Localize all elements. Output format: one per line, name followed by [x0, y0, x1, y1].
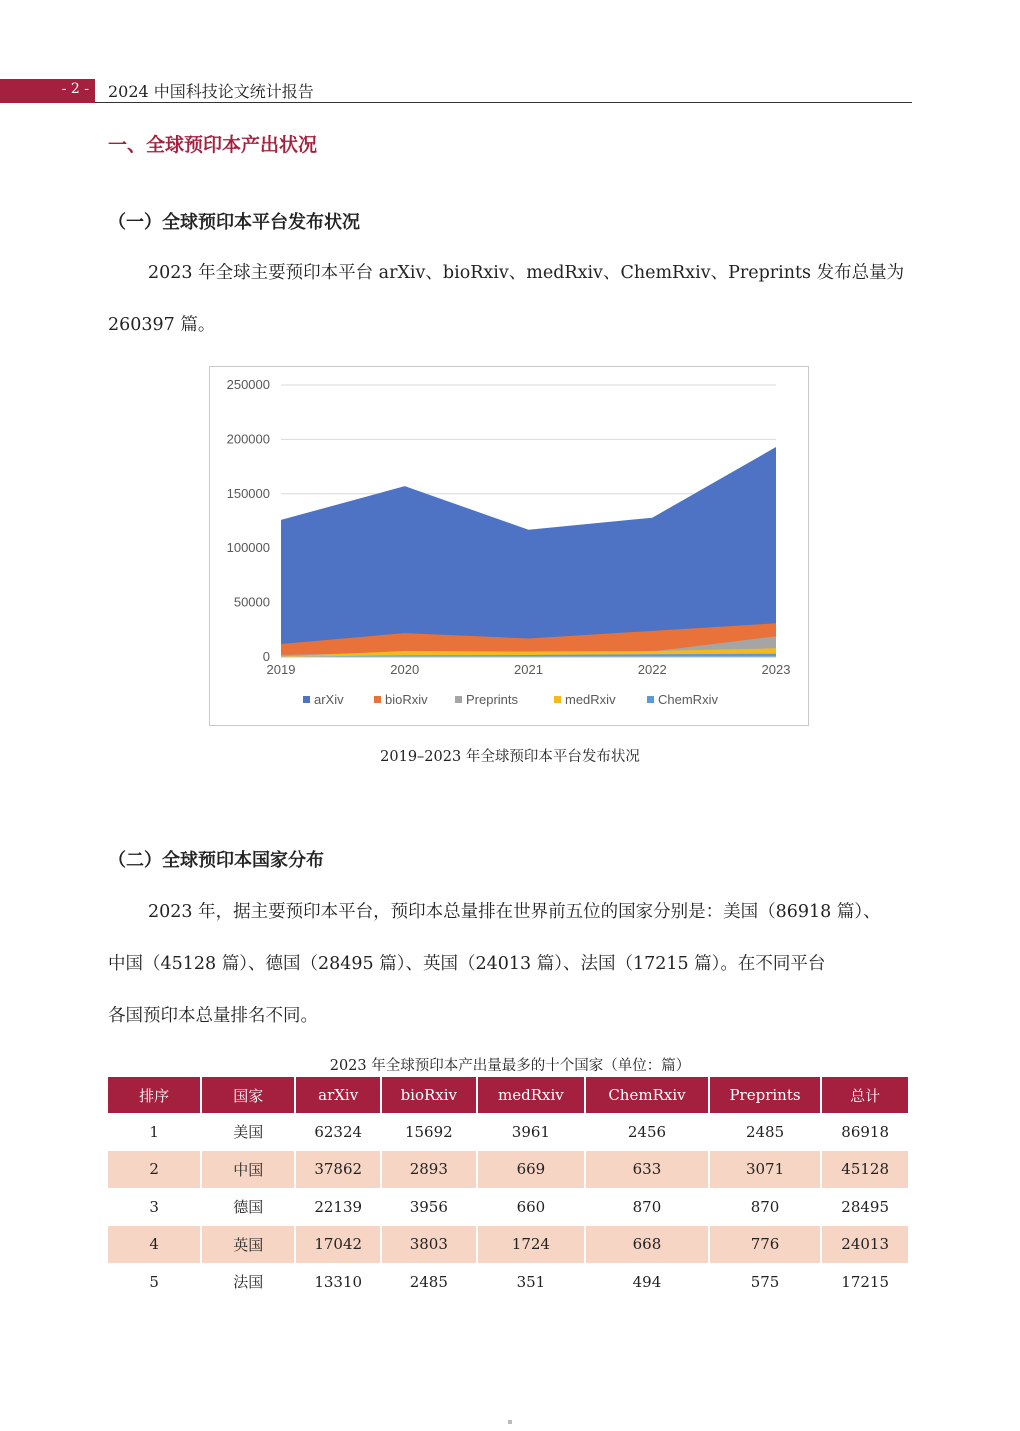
table-cell: 870: [632, 1197, 662, 1216]
paragraph-line: 中国（45128 篇）、德国（28495 篇）、英国（24013 篇）、法国（17215 篇）。在不同平台: [108, 954, 826, 974]
paragraph-line: 2023 年全球主要预印本平台 arXiv、bioRxiv、medRxiv、ChemRxiv、Preprints 发布总量为: [148, 263, 905, 283]
table-cell: 3961: [511, 1122, 550, 1141]
table-cell: 28495: [841, 1197, 890, 1216]
table-cell: 24013: [822, 1226, 908, 1264]
table-cell: 669: [478, 1151, 585, 1189]
legend-label: Preprints: [466, 692, 519, 707]
country-table: [106, 1077, 910, 1301]
chart-canvas: [210, 367, 808, 725]
legend-label: arXiv: [314, 692, 344, 707]
table-cell: 351: [516, 1272, 546, 1291]
table-cell: 美国: [233, 1123, 264, 1142]
x-tick-label: 2021: [514, 662, 543, 677]
table-cell: 62324: [314, 1122, 363, 1141]
table-cell: 494: [632, 1272, 662, 1291]
y-tick-label: 100000: [226, 540, 270, 556]
table-cell: 1724: [478, 1226, 585, 1264]
header-rule: [95, 102, 912, 103]
table-cell: 575: [750, 1272, 780, 1291]
legend-label: medRxiv: [565, 692, 616, 707]
table-row: [108, 1188, 908, 1226]
table-cell: 15692: [404, 1122, 453, 1141]
footer-dot: [508, 1420, 512, 1424]
table-header-cell: 排序: [108, 1077, 200, 1113]
paragraph-line: 各国预印本总量排名不同。: [108, 1006, 318, 1026]
area-series-arxiv: [281, 447, 776, 657]
table-header-cell: bioRxiv: [382, 1077, 476, 1113]
table-cell: 45128: [822, 1151, 908, 1189]
table-cell: 中国: [202, 1151, 294, 1189]
table-cell: 1: [149, 1122, 159, 1141]
table-cell: 633: [586, 1151, 708, 1189]
table-cell: 37862: [296, 1151, 380, 1189]
table-cell: 86918: [841, 1122, 890, 1141]
legend-label: bioRxiv: [385, 692, 428, 707]
table-cell: 德国: [233, 1198, 264, 1217]
legend-swatch-chemrxiv: [647, 696, 654, 703]
area-chart: [209, 366, 809, 726]
x-tick-label: 2019: [266, 662, 296, 677]
table-cell: 776: [710, 1226, 821, 1264]
table-header-cell: ChemRxiv: [586, 1077, 708, 1113]
table-cell: 17215: [841, 1272, 890, 1291]
table-header-cell: medRxiv: [478, 1077, 585, 1113]
x-tick-label: 2020: [390, 662, 420, 677]
y-tick-label: 150000: [226, 485, 270, 501]
table-cell: 2485: [745, 1122, 785, 1141]
legend-swatch-preprints: [455, 696, 462, 703]
table-cell: 英国: [202, 1226, 294, 1264]
table-cell: 法国: [233, 1273, 264, 1292]
table-row: [108, 1151, 908, 1189]
table-cell: 668: [586, 1226, 708, 1264]
legend-swatch-medrxiv: [554, 696, 561, 703]
chart-caption: 2019–2023 年全球预印本平台发布状况: [380, 749, 640, 765]
table-cell: 3803: [382, 1226, 476, 1264]
table-row: [108, 1226, 908, 1264]
subsection-2-paragraph: [108, 886, 912, 1042]
table-cell: 660: [516, 1197, 546, 1216]
subsection-1-paragraph: [108, 247, 912, 351]
table-cell: 3: [149, 1197, 159, 1216]
y-tick-label: 250000: [226, 377, 270, 392]
y-tick-label: 0: [262, 649, 270, 664]
table-cell: 3071: [710, 1151, 821, 1189]
table-caption: 2023 年全球预印本产出量最多的十个国家（单位：篇）: [329, 1058, 691, 1074]
paragraph-line: 2023 年，据主要预印本平台，预印本总量排在世界前五位的国家分别是：美国（86918 篇）、: [148, 902, 881, 922]
table-cell: 3956: [409, 1197, 448, 1216]
table-cell: 13310: [314, 1272, 363, 1291]
table-cell: 870: [750, 1197, 780, 1216]
page-number: - 2 -: [61, 81, 89, 97]
table-cell: 5: [149, 1272, 159, 1291]
table-cell: 2893: [382, 1151, 476, 1189]
table-cell: 2485: [409, 1272, 448, 1291]
x-tick-label: 2022: [637, 662, 667, 677]
section-title: 一、全球预印本产出状况: [108, 134, 318, 156]
x-tick-label: 2023: [761, 662, 791, 677]
report-title: 2024 中国科技论文统计报告: [108, 82, 314, 101]
subsection-2-title: （二）全球预印本国家分布: [108, 850, 324, 871]
y-tick-label: 50000: [233, 594, 270, 610]
table-cell: 17042: [296, 1226, 380, 1264]
table-header-cell: 总计: [822, 1077, 908, 1113]
paragraph-line: 260397 篇。: [108, 315, 216, 335]
table-cell: 2456: [627, 1122, 667, 1141]
table-row: [108, 1113, 908, 1151]
table-header-cell: Preprints: [710, 1077, 821, 1113]
table-header-cell: 国家: [202, 1077, 294, 1113]
table-header-cell: arXiv: [296, 1077, 380, 1113]
table-cell: 22139: [314, 1197, 363, 1216]
table-row: [108, 1263, 908, 1301]
legend-swatch-arxiv: [303, 696, 310, 703]
subsection-1-title: （一）全球预印本平台发布状况: [108, 212, 360, 233]
legend-label: ChemRxiv: [658, 692, 718, 707]
table-cell: 2: [108, 1151, 200, 1189]
table-header-row: [108, 1077, 908, 1113]
y-tick-label: 200000: [226, 431, 270, 447]
legend-swatch-biorxiv: [374, 696, 381, 703]
table-cell: 4: [108, 1226, 200, 1264]
